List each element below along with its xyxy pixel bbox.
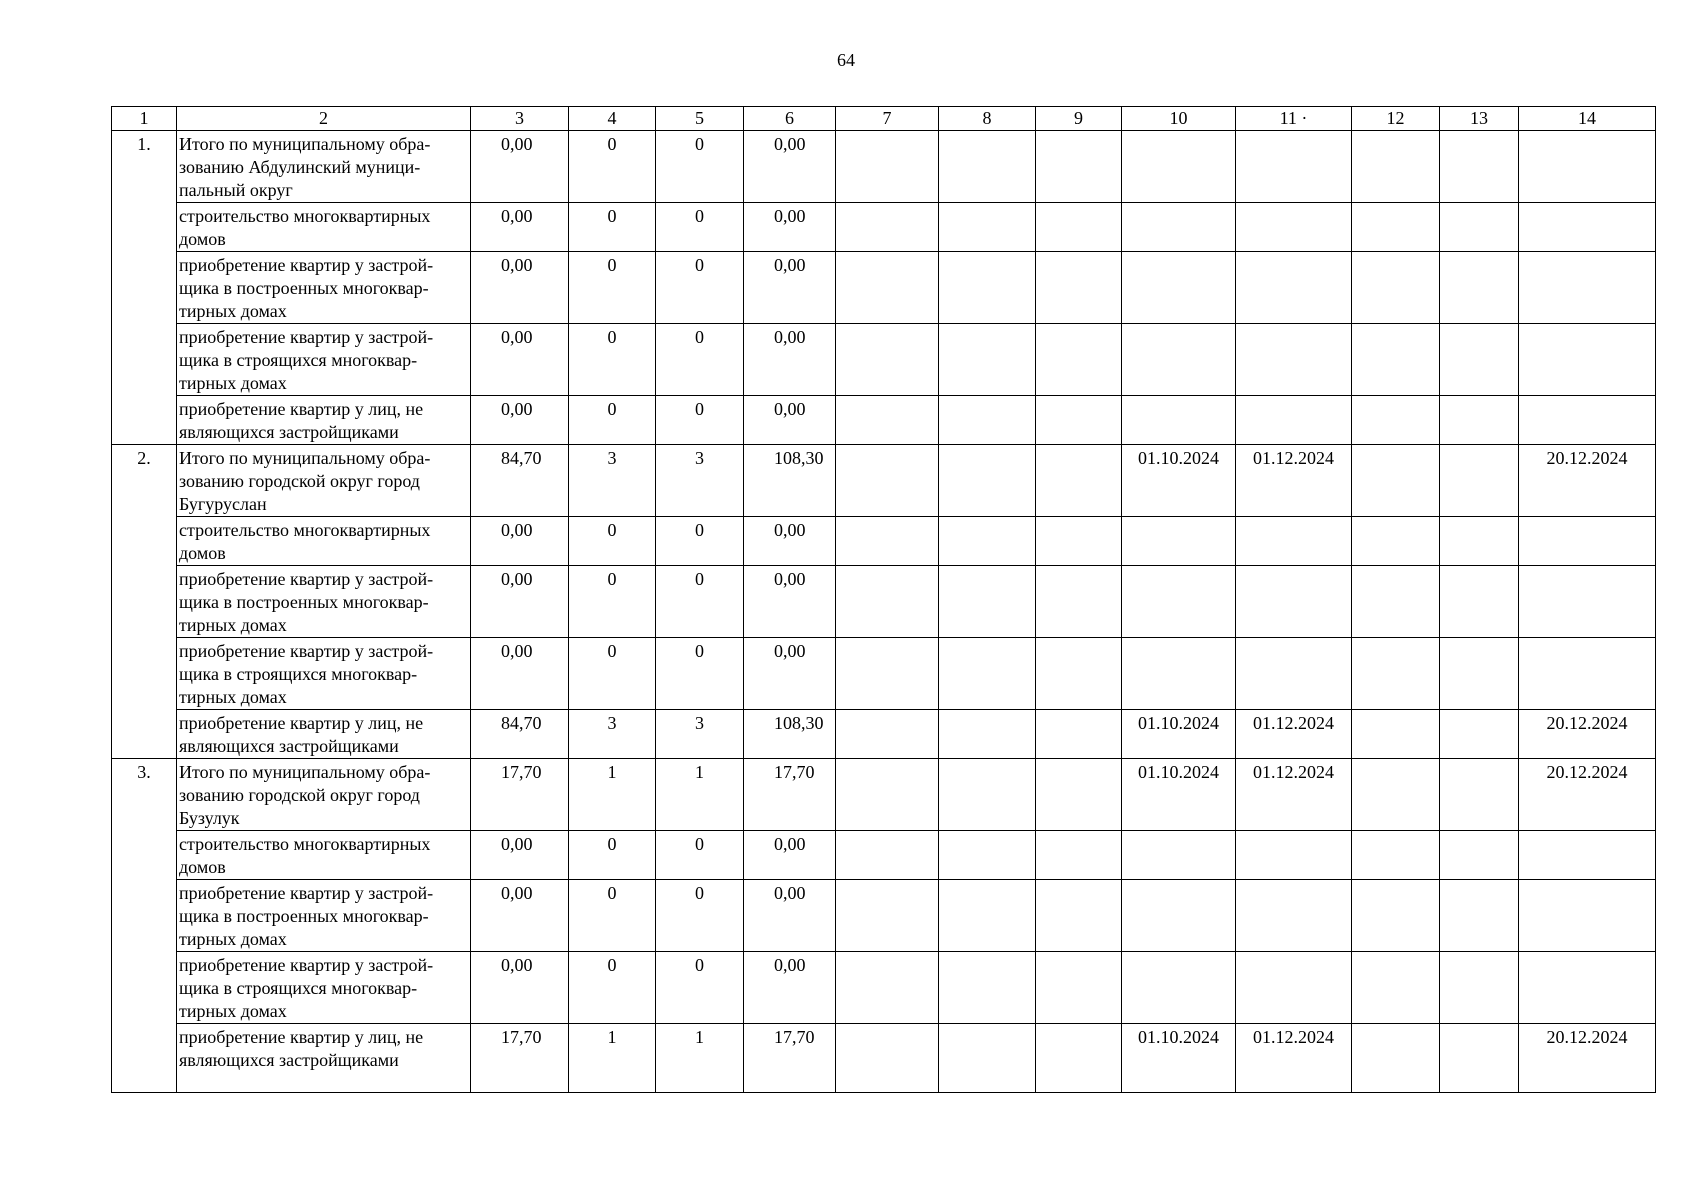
cell-col7 [836, 759, 939, 831]
cell-col11: 01.12.2024 [1236, 445, 1352, 517]
cell-col3: 0,00 [471, 952, 569, 1024]
cell-col3: 0,00 [471, 396, 569, 445]
cell-col4: 0 [569, 566, 656, 638]
cell-col8 [939, 396, 1036, 445]
row-number: 2. [112, 445, 177, 759]
row-name: приобретение квартир у лиц, не являющихся застройщиками [177, 710, 471, 759]
column-header-10: 10 [1122, 107, 1236, 131]
cell-col7 [836, 880, 939, 952]
cell-col5: 3 [656, 710, 744, 759]
cell-col4: 0 [569, 831, 656, 880]
cell-col9 [1036, 252, 1122, 324]
cell-col13 [1440, 203, 1519, 252]
cell-col14: 20.12.2024 [1519, 1024, 1656, 1093]
cell-col8 [939, 638, 1036, 710]
cell-col13 [1440, 759, 1519, 831]
cell-col14 [1519, 638, 1656, 710]
cell-col14 [1519, 880, 1656, 952]
cell-col10 [1122, 952, 1236, 1024]
row-name: строительство многоквартирных домов [177, 203, 471, 252]
cell-col14 [1519, 324, 1656, 396]
cell-col9 [1036, 759, 1122, 831]
cell-col12 [1352, 396, 1440, 445]
column-header-13: 13 [1440, 107, 1519, 131]
cell-col3: 17,70 [471, 759, 569, 831]
cell-col13 [1440, 831, 1519, 880]
cell-col9 [1036, 638, 1122, 710]
row-name: строительство многоквартирных домов [177, 831, 471, 880]
cell-col7 [836, 638, 939, 710]
table-row [112, 759, 1656, 831]
table-row [112, 952, 1656, 1024]
cell-col11 [1236, 131, 1352, 203]
cell-col9 [1036, 445, 1122, 517]
column-header-8: 8 [939, 107, 1036, 131]
cell-col12 [1352, 759, 1440, 831]
cell-col4: 0 [569, 396, 656, 445]
row-name: приобретение квартир у застрой-щика в строящихся многоквар-тирных домах [177, 324, 471, 396]
cell-col4: 0 [569, 252, 656, 324]
cell-col12 [1352, 324, 1440, 396]
cell-col5: 0 [656, 566, 744, 638]
cell-col13 [1440, 324, 1519, 396]
cell-col12 [1352, 517, 1440, 566]
cell-col9 [1036, 880, 1122, 952]
cell-col4: 3 [569, 445, 656, 517]
cell-col6: 17,70 [744, 1024, 836, 1093]
cell-col3: 0,00 [471, 566, 569, 638]
cell-col8 [939, 517, 1036, 566]
cell-col8 [939, 445, 1036, 517]
table-body [112, 131, 1656, 1093]
cell-col8 [939, 759, 1036, 831]
cell-col4: 0 [569, 952, 656, 1024]
cell-col10 [1122, 517, 1236, 566]
cell-col6: 0,00 [744, 952, 836, 1024]
table-row [112, 638, 1656, 710]
cell-col13 [1440, 880, 1519, 952]
cell-col9 [1036, 710, 1122, 759]
column-header-5: 5 [656, 107, 744, 131]
page-number: 64 [837, 50, 855, 70]
cell-col12 [1352, 203, 1440, 252]
cell-col5: 0 [656, 952, 744, 1024]
cell-col7 [836, 252, 939, 324]
table-row [112, 396, 1656, 445]
cell-col7 [836, 710, 939, 759]
row-name: Итого по муниципальному обра-зованию Абдулинский муници-пальный округ [177, 131, 471, 203]
column-header-11: 11 · [1236, 107, 1352, 131]
cell-col6: 0,00 [744, 517, 836, 566]
cell-col4: 3 [569, 710, 656, 759]
cell-col14 [1519, 396, 1656, 445]
cell-col4: 0 [569, 880, 656, 952]
cell-col3: 0,00 [471, 517, 569, 566]
cell-col11: 01.12.2024 [1236, 1024, 1352, 1093]
cell-col11 [1236, 396, 1352, 445]
cell-col9 [1036, 517, 1122, 566]
row-name: приобретение квартир у застрой-щика в построенных многоквар-тирных домах [177, 252, 471, 324]
cell-col7 [836, 952, 939, 1024]
cell-col11 [1236, 252, 1352, 324]
table-row [112, 1024, 1656, 1093]
column-header-6: 6 [744, 107, 836, 131]
cell-col4: 0 [569, 131, 656, 203]
cell-col6: 0,00 [744, 131, 836, 203]
cell-col10 [1122, 880, 1236, 952]
cell-col8 [939, 566, 1036, 638]
cell-col12 [1352, 831, 1440, 880]
cell-col14 [1519, 831, 1656, 880]
row-name: строительство многоквартирных домов [177, 517, 471, 566]
cell-col3: 0,00 [471, 638, 569, 710]
cell-col3: 17,70 [471, 1024, 569, 1093]
table-row [112, 566, 1656, 638]
cell-col14: 20.12.2024 [1519, 759, 1656, 831]
cell-col10 [1122, 396, 1236, 445]
row-name: приобретение квартир у застрой-щика в строящихся многоквар-тирных домах [177, 952, 471, 1024]
row-name: приобретение квартир у лиц, не являющихся застройщиками [177, 396, 471, 445]
cell-col6: 0,00 [744, 252, 836, 324]
cell-col7 [836, 1024, 939, 1093]
cell-col9 [1036, 131, 1122, 203]
cell-col9 [1036, 831, 1122, 880]
cell-col7 [836, 831, 939, 880]
cell-col6: 0,00 [744, 203, 836, 252]
cell-col13 [1440, 710, 1519, 759]
cell-col5: 0 [656, 638, 744, 710]
cell-col7 [836, 396, 939, 445]
table-row [112, 203, 1656, 252]
column-header-3: 3 [471, 107, 569, 131]
cell-col10 [1122, 203, 1236, 252]
table-row [112, 252, 1656, 324]
cell-col13 [1440, 517, 1519, 566]
cell-col3: 84,70 [471, 445, 569, 517]
cell-col12 [1352, 952, 1440, 1024]
cell-col8 [939, 252, 1036, 324]
cell-col11 [1236, 517, 1352, 566]
cell-col7 [836, 517, 939, 566]
cell-col8 [939, 203, 1036, 252]
cell-col12 [1352, 445, 1440, 517]
cell-col14 [1519, 517, 1656, 566]
cell-col4: 1 [569, 759, 656, 831]
cell-col11 [1236, 324, 1352, 396]
cell-col8 [939, 831, 1036, 880]
cell-col9 [1036, 566, 1122, 638]
row-number: 1. [112, 131, 177, 445]
cell-col11 [1236, 880, 1352, 952]
table-row [112, 710, 1656, 759]
cell-col11 [1236, 203, 1352, 252]
cell-col13 [1440, 445, 1519, 517]
cell-col11 [1236, 566, 1352, 638]
cell-col3: 84,70 [471, 710, 569, 759]
cell-col11 [1236, 952, 1352, 1024]
cell-col12 [1352, 1024, 1440, 1093]
cell-col14 [1519, 203, 1656, 252]
cell-col9 [1036, 952, 1122, 1024]
cell-col4: 0 [569, 517, 656, 566]
cell-col3: 0,00 [471, 880, 569, 952]
cell-col10: 01.10.2024 [1122, 710, 1236, 759]
cell-col6: 108,30 [744, 710, 836, 759]
cell-col10 [1122, 252, 1236, 324]
table-row [112, 831, 1656, 880]
cell-col8 [939, 324, 1036, 396]
cell-col13 [1440, 1024, 1519, 1093]
cell-col6: 0,00 [744, 831, 836, 880]
cell-col11 [1236, 831, 1352, 880]
cell-col11: 01.12.2024 [1236, 710, 1352, 759]
cell-col7 [836, 445, 939, 517]
cell-col12 [1352, 880, 1440, 952]
row-name: приобретение квартир у застрой-щика в построенных многоквар-тирных домах [177, 880, 471, 952]
table-row [112, 880, 1656, 952]
table-row [112, 517, 1656, 566]
row-name: Итого по муниципальному обра-зованию городской округ город Бугуруслан [177, 445, 471, 517]
row-name: приобретение квартир у застрой-щика в построенных многоквар-тирных домах [177, 566, 471, 638]
column-header-2: 2 [177, 107, 471, 131]
cell-col6: 108,30 [744, 445, 836, 517]
cell-col10 [1122, 638, 1236, 710]
program-table [111, 106, 1656, 1093]
cell-col10 [1122, 566, 1236, 638]
cell-col3: 0,00 [471, 324, 569, 396]
cell-col14 [1519, 252, 1656, 324]
cell-col9 [1036, 396, 1122, 445]
cell-col13 [1440, 638, 1519, 710]
cell-col5: 0 [656, 252, 744, 324]
column-header-9: 9 [1036, 107, 1122, 131]
row-name: приобретение квартир у лиц, не являющихся застройщиками [177, 1024, 471, 1093]
column-header-7: 7 [836, 107, 939, 131]
cell-col5: 0 [656, 324, 744, 396]
cell-col7 [836, 324, 939, 396]
cell-col14 [1519, 952, 1656, 1024]
cell-col7 [836, 131, 939, 203]
cell-col7 [836, 566, 939, 638]
cell-col3: 0,00 [471, 131, 569, 203]
cell-col5: 0 [656, 831, 744, 880]
row-name: Итого по муниципальному обра-зованию городской округ город Бузулук [177, 759, 471, 831]
cell-col5: 1 [656, 1024, 744, 1093]
table-row [112, 131, 1656, 203]
cell-col5: 0 [656, 396, 744, 445]
cell-col9 [1036, 1024, 1122, 1093]
column-header-1: 1 [112, 107, 177, 131]
cell-col8 [939, 880, 1036, 952]
cell-col13 [1440, 131, 1519, 203]
column-header-4: 4 [569, 107, 656, 131]
cell-col6: 0,00 [744, 880, 836, 952]
table-row [112, 324, 1656, 396]
cell-col10 [1122, 831, 1236, 880]
column-header-12: 12 [1352, 107, 1440, 131]
row-name: приобретение квартир у застрой-щика в строящихся многоквар-тирных домах [177, 638, 471, 710]
cell-col5: 0 [656, 517, 744, 566]
cell-col5: 0 [656, 131, 744, 203]
cell-col13 [1440, 396, 1519, 445]
cell-col12 [1352, 710, 1440, 759]
cell-col9 [1036, 203, 1122, 252]
cell-col12 [1352, 131, 1440, 203]
cell-col14 [1519, 566, 1656, 638]
cell-col6: 0,00 [744, 566, 836, 638]
cell-col8 [939, 1024, 1036, 1093]
cell-col8 [939, 131, 1036, 203]
cell-col3: 0,00 [471, 252, 569, 324]
cell-col4: 0 [569, 638, 656, 710]
cell-col8 [939, 710, 1036, 759]
cell-col3: 0,00 [471, 203, 569, 252]
cell-col12 [1352, 566, 1440, 638]
cell-col6: 0,00 [744, 324, 836, 396]
cell-col5: 0 [656, 203, 744, 252]
cell-col14 [1519, 131, 1656, 203]
cell-col13 [1440, 952, 1519, 1024]
cell-col10 [1122, 324, 1236, 396]
cell-col10: 01.10.2024 [1122, 759, 1236, 831]
cell-col10: 01.10.2024 [1122, 445, 1236, 517]
cell-col6: 0,00 [744, 638, 836, 710]
cell-col10 [1122, 131, 1236, 203]
cell-col4: 1 [569, 1024, 656, 1093]
table-row [112, 445, 1656, 517]
cell-col5: 0 [656, 880, 744, 952]
cell-col3: 0,00 [471, 831, 569, 880]
cell-col7 [836, 203, 939, 252]
cell-col13 [1440, 252, 1519, 324]
cell-col11 [1236, 638, 1352, 710]
row-number: 3. [112, 759, 177, 1093]
cell-col12 [1352, 638, 1440, 710]
cell-col11: 01.12.2024 [1236, 759, 1352, 831]
cell-col12 [1352, 252, 1440, 324]
cell-col5: 3 [656, 445, 744, 517]
cell-col14: 20.12.2024 [1519, 710, 1656, 759]
cell-col10: 01.10.2024 [1122, 1024, 1236, 1093]
cell-col4: 0 [569, 324, 656, 396]
cell-col6: 0,00 [744, 396, 836, 445]
cell-col9 [1036, 324, 1122, 396]
cell-col4: 0 [569, 203, 656, 252]
cell-col5: 1 [656, 759, 744, 831]
cell-col14: 20.12.2024 [1519, 445, 1656, 517]
cell-col13 [1440, 566, 1519, 638]
cell-col8 [939, 952, 1036, 1024]
cell-col6: 17,70 [744, 759, 836, 831]
column-header-14: 14 [1519, 107, 1656, 131]
header-row [112, 107, 1656, 131]
